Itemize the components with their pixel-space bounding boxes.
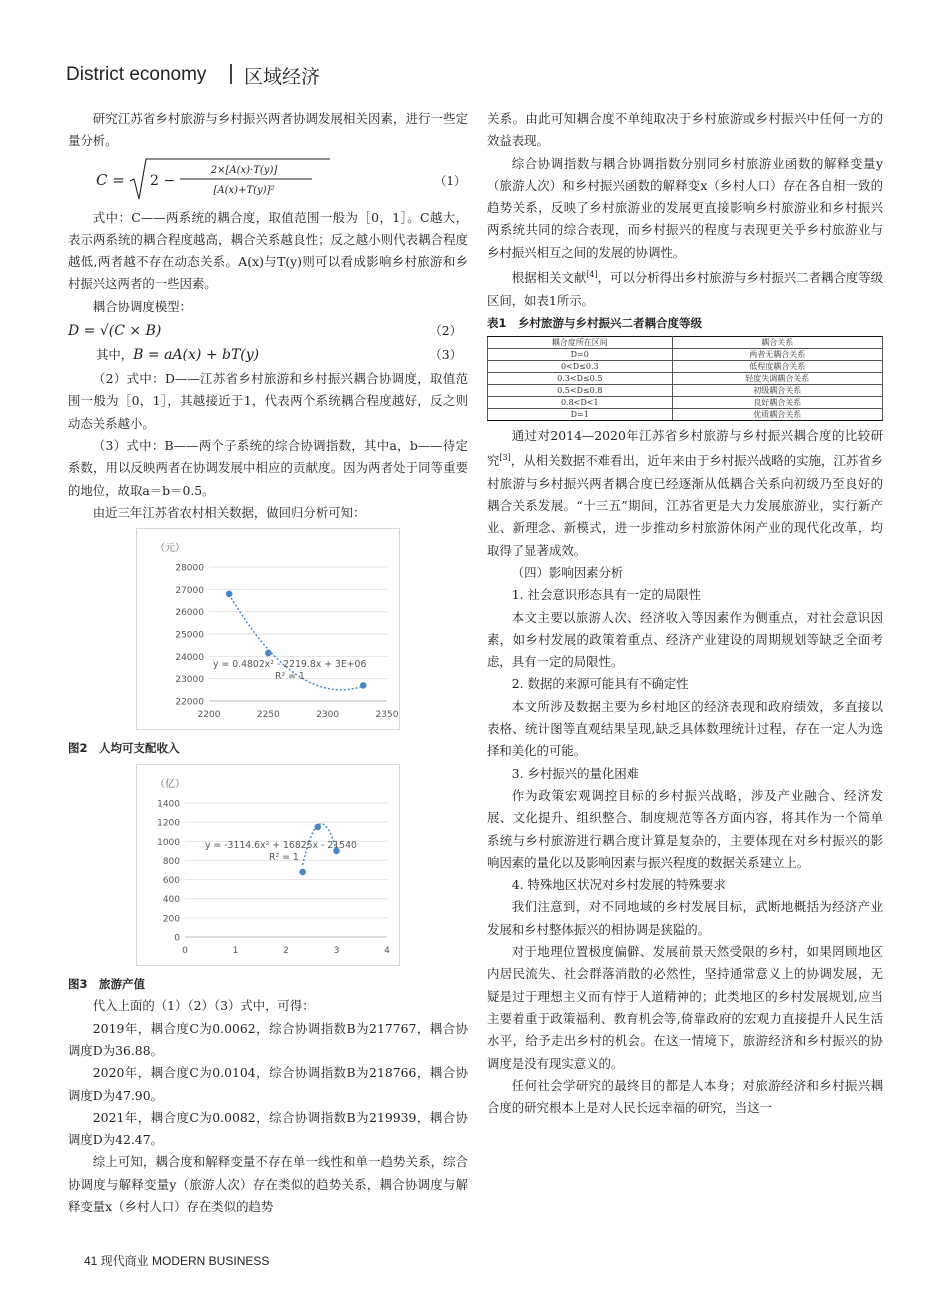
table-cell: 0.8<D<1 [488,397,673,409]
data-point [315,823,322,830]
eq3-prefix: 其中， [96,347,134,363]
y-tick-label: 400 [162,894,180,905]
trendline-equation: y = -3114.6x² + 16825x - 21540 [205,839,357,851]
paragraph: 任何社会学研究的最终目的都是人本身；对旅游经济和乡村振兴耦合度的研究根本上是对人民长远幸福的研究，当这一 [487,1077,883,1116]
citation: [4] [586,270,598,280]
table-row [488,361,883,373]
y-tick-label: 22000 [175,697,204,708]
y-tick-label: 600 [162,875,180,886]
data-point [360,682,367,689]
table-cell: 优质耦合关系 [672,409,882,421]
y-tick-label: 24000 [175,652,204,663]
eq1-denominator: [A(x)+T(y)]² [213,184,275,196]
trendline-r2: R² = 1 [269,851,299,863]
table-row [488,409,883,421]
table-cell: D=0 [488,349,673,361]
y-tick-label: 1400 [157,799,180,810]
paragraph: 对于地理位置极度偏僻、发展前景天然受限的乡村，如果罔顾地区内居民流失、社会群落消散的必然性，坚持通常意义上的协调发展，无疑是过于理想主义而有悖于人道精神的；此类地区的乡村发展规划,应当主要着重于政策福利、教育机会等,倚靠政府的宏观力直接提升人民生活水平，给予走出乡村的机会。在这一情境下，旅游经济和乡村振兴的协调度是没有现实意义的。 [487,944,883,1071]
eq1-number: （1） [434,173,466,188]
equation-3 [68,344,468,366]
subsection-heading: 2. 数据的来源可能具有不确定性 [511,676,689,692]
right-column [487,108,883,1119]
paragraph: 我们注意到，对不同地域的乡村发展目标，武断地概括为经济产业发展和乡村整体振兴的相协调是狭隘的。 [487,899,883,937]
y-tick-label: 25000 [175,630,204,641]
paragraph: 2021年，耦合度C为0.0082，综合协调指数B为219939，耦合协调度D为42.47。 [68,1109,468,1148]
trendline-r2: R² = 1 [275,671,305,683]
y-tick-label: 0 [174,933,180,944]
table-header-row [488,337,883,349]
x-tick-label: 2350 [375,710,399,721]
eq2-body: D = √(C × B) [68,323,162,340]
paragraph: 2020年，耦合度C为0.0104，综合协调指数B为218766，耦合协调度D为47.90。 [68,1065,468,1103]
table-cell: 0.5<D≤0.8 [488,385,673,397]
x-tick-label: 0 [182,945,188,956]
table-header-cell: 耦合关系 [672,337,882,349]
paragraph [487,425,883,562]
table-cell: 0.3<D≤0.5 [488,373,673,385]
paragraph [487,264,883,312]
table-1-caption: 表1 乡村旅游与乡村振兴二者耦合度等级 [487,315,702,330]
page-footer: 41 现代商业 MODERN BUSINESS [84,1254,270,1268]
paragraph: 关系。由此可知耦合度不单纯取决于乡村旅游或乡村振兴中任何一方的效益表现。 [487,111,883,149]
table-cell: 低程度耦合关系 [672,361,882,373]
journal-section-en: District economy [66,64,207,85]
trendline-equation: y = 0.4802x² - 2219.8x + 3E+06 [213,659,367,671]
y-tick-label: 26000 [175,608,204,619]
table-header-cell: 耦合度所在区间 [488,337,673,349]
unit-label: （亿） [155,778,185,790]
journal-section-cn: 区域经济 [244,66,321,88]
eq1-numerator: 2×[A(x)·T(y)] [210,164,278,176]
paragraph: 2019年，耦合度C为0.0062，综合协调指数B为217767，耦合协调度D为36.88。 [68,1020,468,1058]
figure-2-caption: 图2 人均可支配收入 [68,741,180,756]
x-tick-label: 2 [283,945,289,956]
equation-2 [68,320,468,342]
header-divider [230,64,232,84]
section-heading: （四）影响因素分析 [511,565,624,580]
table-cell: 初级耦合关系 [672,385,882,397]
table-cell: 0<D≤0.3 [488,361,673,373]
table-row [488,349,883,361]
table-cell: 两者无耦合关系 [672,349,882,361]
table-cell: 轻度失调耦合关系 [672,373,882,385]
coupling-table [487,336,883,421]
equation-1-svg [68,155,468,205]
y-tick-label: 27000 [175,585,204,596]
paragraph: 研究江苏省乡村旅游与乡村振兴两者协调发展相关因素，进行一些定量分析。 [68,111,468,149]
left-column [68,108,468,1218]
citation: [3] [499,453,511,463]
subsection-heading: 1. 社会意识形态具有一定的局限性 [511,587,702,603]
figure-2-chart [136,528,400,730]
x-tick-label: 2300 [316,710,340,721]
y-tick-label: 1200 [157,818,180,829]
table-cell: D=1 [488,409,673,421]
unit-label: （元） [155,543,185,555]
eq3-body: B = aA(x) + bT(y) [133,347,260,364]
paragraph: 本文主要以旅游人次、经济收入等因素作为侧重点，对社会意识因素，如乡村发展的政策着重点、经济产业建设的周期规划等缺乏全面考虑，具有一定的局限性。 [487,609,883,670]
y-tick-label: 28000 [175,563,204,574]
paragraph: 作为政策宏观调控目标的乡村振兴战略，涉及产业融合、经济发展、文化提升、组织整合、制度规范等各方面内容，将其作为一个简单系统与乡村旅游进行耦合度计算是复杂的，主要体现在对乡村振兴的影响因素的量化以及影响因素与振兴程度的数据关系建立上。 [487,787,883,870]
data-point [299,868,306,875]
data-point [226,591,233,598]
x-tick-label: 2250 [256,710,280,721]
text-run: 根据相关文献 [511,270,587,286]
subsection-heading: 3. 乡村振兴的量化困难 [511,765,640,781]
table-cell: 良好耦合关系 [672,397,882,409]
text-run: ，从相关数据不难看出，近年来由于乡村振兴战略的实施，江苏省乡村旅游与乡村振兴两者耦合度已经逐渐从低耦合关系向初级乃至良好的耦合关系发展。“十三五”期间，江苏省更是大力发展旅游业，实行新产业、新理念、新模式，进一步推动乡村旅游休闲产业的现代化改革，均取得了显著成效。 [487,453,884,558]
paragraph: （3）式中：B——两个子系统的综合协调指数，其中a，b——待定系数，用以反映两者在协调发展中相应的贡献度。因为两者处于同等重要的地位，故取a＝b＝0.5。 [68,437,468,498]
paragraph: 式中：C——两系统的耦合度，取值范围一般为［0，1］。C越大，表示两系统的耦合程度越高，耦合关系越良性；反之越小则代表耦合程度越低,两者越不存在动态关系。A(x)与T(y)则可以看成影响乡村旅游和乡村振兴这两者的一些因素。 [68,209,468,292]
text-run: ，可以分析得出乡村旅游与乡村振兴二者耦合度等级区间，如表1所示。 [487,270,884,308]
paragraph: 本文所涉及数据主要为乡村地区的经济表现和政府绩效，多直接以表格、统计图等直观结果呈现,缺乏具体数理统计过程，存在一定人为选择和美化的可能。 [487,698,883,759]
x-tick-label: 4 [384,945,390,956]
text-run: 通过对2014—2020年江苏省乡村旅游与乡村振兴耦合度的比较研究 [487,428,883,469]
paragraph: 耦合协调度模型： [92,298,192,314]
eq2-number: （2） [429,323,462,339]
table-row [488,373,883,385]
svg-text:2 −: 2 − [150,172,176,189]
x-tick-label: 3 [333,945,340,956]
data-point [265,650,272,657]
figure-3-caption: 图3 旅游产值 [68,977,146,992]
figure-3-chart [136,764,400,966]
x-tick-label: 2200 [197,710,221,721]
y-tick-label: 200 [162,914,180,925]
y-tick-label: 1000 [157,837,180,848]
y-tick-label: 800 [162,856,180,867]
subsection-heading: 4. 特殊地区状况对乡村发展的特殊要求 [511,877,726,893]
x-tick-label: 1 [232,945,239,956]
table-row [488,385,883,397]
paragraph: 综上可知，耦合度和解释变量不存在单一线性和单一趋势关系，综合协调度与解释变量y（旅游人次）存在类似的趋势关系，耦合协调度与解释变量x（乡村人口）存在类似的趋势 [68,1154,468,1215]
equation-1 [68,155,468,205]
y-tick-label: 23000 [175,675,204,686]
eq3-number: （3） [429,347,462,363]
eq1-lhs: C = [96,170,125,189]
paragraph: （2）式中：D——江苏省乡村旅游和乡村振兴耦合协调度，取值范围一般为［0，1］，其越接近于1，代表两个系统耦合程度越好，反之则动态关系越小。 [68,371,468,431]
paragraph: 综合协调指数与耦合协调指数分别同乡村旅游业函数的解释变量y（旅游人次）和乡村振兴函数的解释变x（乡村人口）存在各自相一致的趋势关系，反映了乡村旅游业的发展更直接影响乡村旅游业和乡村振兴两系统共同的综合表现，而乡村振兴的程度与表现更关乎乡村旅游业与乡村振兴相互之间的发展的协调性。 [487,155,883,260]
paragraph: 由近三年江苏省农村相关数据，做回归分析可知： [92,504,366,520]
table-row [488,397,883,409]
paragraph: 代入上面的（1）（2）（3）式中，可得： [92,998,315,1014]
